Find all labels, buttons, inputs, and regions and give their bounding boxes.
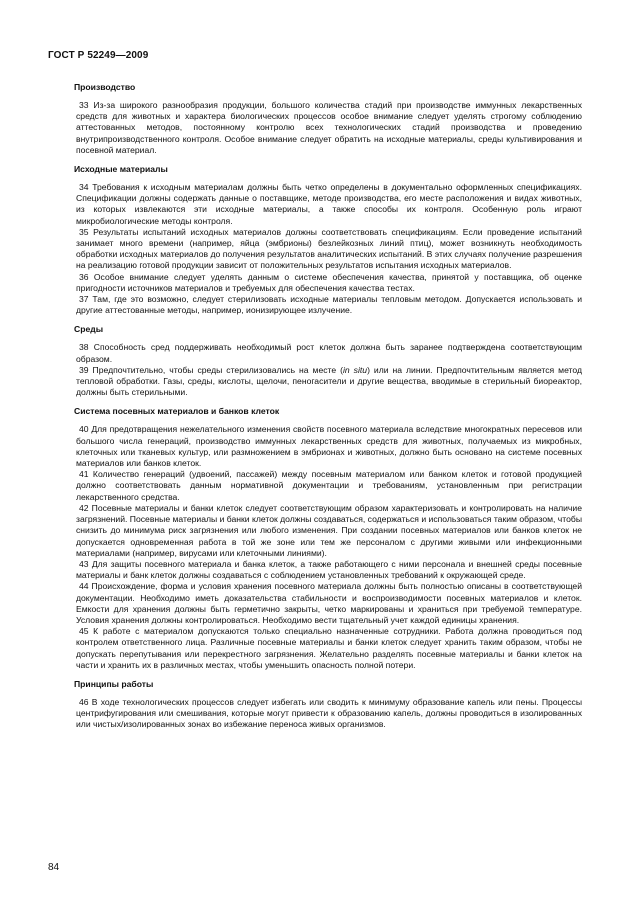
paragraph-36: 36 Особое внимание следует уделять данным о системе обеспечения качества, принятой у поставщика, об оценке пригодности источников материалов и требуемых для обеспечения качества тестах. (76, 271, 582, 293)
paragraph-37: 37 Там, где это возможно, следует стерилизовать исходные материалы тепловым методом. Допускается использовать и другие аттестованные методы, например, ионизирующее излучение. (76, 294, 582, 316)
section-heading: Система посевных материалов и банков клеток (74, 406, 280, 417)
paragraph-41: 41 Количество генераций (удвоений, пассажей) между посевным материалом или банком клеток и готовой продукцией должно соответствовать данным нормативной документации и требованиям, установленным при регистрации лекарственного средства. (76, 469, 582, 502)
section-heading: Исходные материалы (74, 164, 168, 175)
paragraph-44: 44 Происхождение, форма и условия хранения посевного материала должны быть полностью описаны в соответствующей документации. Необходимо иметь доказательства стабильности и воспроизводимости посевных материалов и клеток. Емкости для хранения должны быть герметично закрыты, четко маркированы и храниться при требуемой температуре. Условия хранения должны контролироваться. Необходимо вести тщательный учет каждой единицы хранения. (76, 581, 582, 625)
section-raw-materials (76, 164, 582, 316)
paragraph-45: 45 К работе с материалом допускаются только специально назначенные сотрудники. Работа должна проводиться под контролем ответственного лица. Различные посевные материалы и банки клеток следует хранить таким образом, чтобы не допускать перепутывания или перекрестного загрязнения. Желательно разделять посевные материалы и банки клеток на части и хранить их в различных местах, чтобы уменьшить опасность полной потери. (76, 626, 582, 670)
section-production (76, 82, 582, 156)
paragraph-40: 40 Для предотвращения нежелательного изменения свойств посевного материала вследствие многократных пересевов или большого числа генераций, производство иммунных лекарственных средств для животных, получаемых из микробных, клеточных или тканевых культур, или размножением в эмбрионах и животных, должно быть основано на системе посевных материалов или банков клеток. (76, 424, 582, 469)
paragraph-38: 38 Способность сред поддерживать необходимый рост клеток должна быть заранее подтверждена соответствующим образом. (76, 342, 582, 364)
section-seed-lots (76, 406, 582, 670)
paragraph-43: 43 Для защиты посевного материала и банка клеток, а также работающего с ними персонала и внешней среды посевные материалы и банк клеток должны создаваться с соблюдением установленных требований к окружающей среде. (76, 558, 582, 581)
page-number: 84 (48, 862, 60, 873)
paragraph-35: 35 Результаты испытаний исходных материалов должны соответствовать спецификациям. Если проведение испытаний занимает много времени (например, яйца (эмбрионы) безлейкозных линий птиц), может возникнуть необходимость обработки исходных материалов до получения результатов аналитических испытаний. В этих случаях получение разрешения на реализацию готовой продукции зависит от положительных результатов испытания исходных материалов. (76, 226, 582, 271)
paragraph-34: 34 Требования к исходным материалам должны быть четко определены в документально оформленных спецификациях. Спецификации должны содержать данные о поставщике, методе производства, его месте расположения и видах животных, из которых извлекаются эти исходные материалы, а также способы их контроля. Особенную роль играют микробиологические методы контроля. (76, 182, 582, 226)
paragraph-42: 42 Посевные материалы и банки клеток следует соответствующим образом характеризовать и контролировать на наличие загрязнений. Посевные материалы и банки клеток должны создаваться, содержаться и использоваться таким образом, чтобы снизить до минимума риск загрязнения или любого изменения. При создании посевных материалов или банков клеток не допускается одновременная работа в той же зоне или тем же персоналом с другими живыми или инфекционными материалами (например, вирусами или клеточными линиями). (76, 502, 582, 558)
section-operating-principles (76, 679, 582, 731)
paragraph-39: 39 Предпочтительно, чтобы среды стерилизовались на месте (in situ) или на линии. Предпочтительным является метод тепловой обработки. Газы, среды, кислоты, щелочи, пеногасители и другие вещества, вводимые в стерильный биореактор, должны быть стерильными. (76, 364, 583, 398)
document-body (76, 82, 582, 739)
paragraph-33: 33 Из-за широкого разнообразия продукции, большого количества стадий при производстве иммунных лекарственных средств для животных и характера биологических процессов особое внимание следует уделять строгому соблюдению аттестованных методов, постоянному контролю всех технологических стадий производства и проведению внутрипроизводственного контроля. Особое внимание следует обратить на исходные материалы, среды культивирования и посевной материал. (76, 100, 582, 155)
section-heading: Среды (74, 324, 104, 335)
section-heading: Производство (74, 82, 136, 92)
section-media (76, 324, 582, 398)
section-heading: Принципы работы (74, 678, 154, 689)
paragraph-46: 46 В ходе технологических процессов следует избегать или сводить к минимуму образование капель или пены. Процессы центрифугирования или смешивания, которые могут привести к образованию капель, должны проводиться в изолированных или чистых/изолированных зонах во избежание переноса живых организмов. (76, 696, 582, 730)
doc-header-id: ГОСТ Р 52249—2009 (48, 50, 149, 61)
